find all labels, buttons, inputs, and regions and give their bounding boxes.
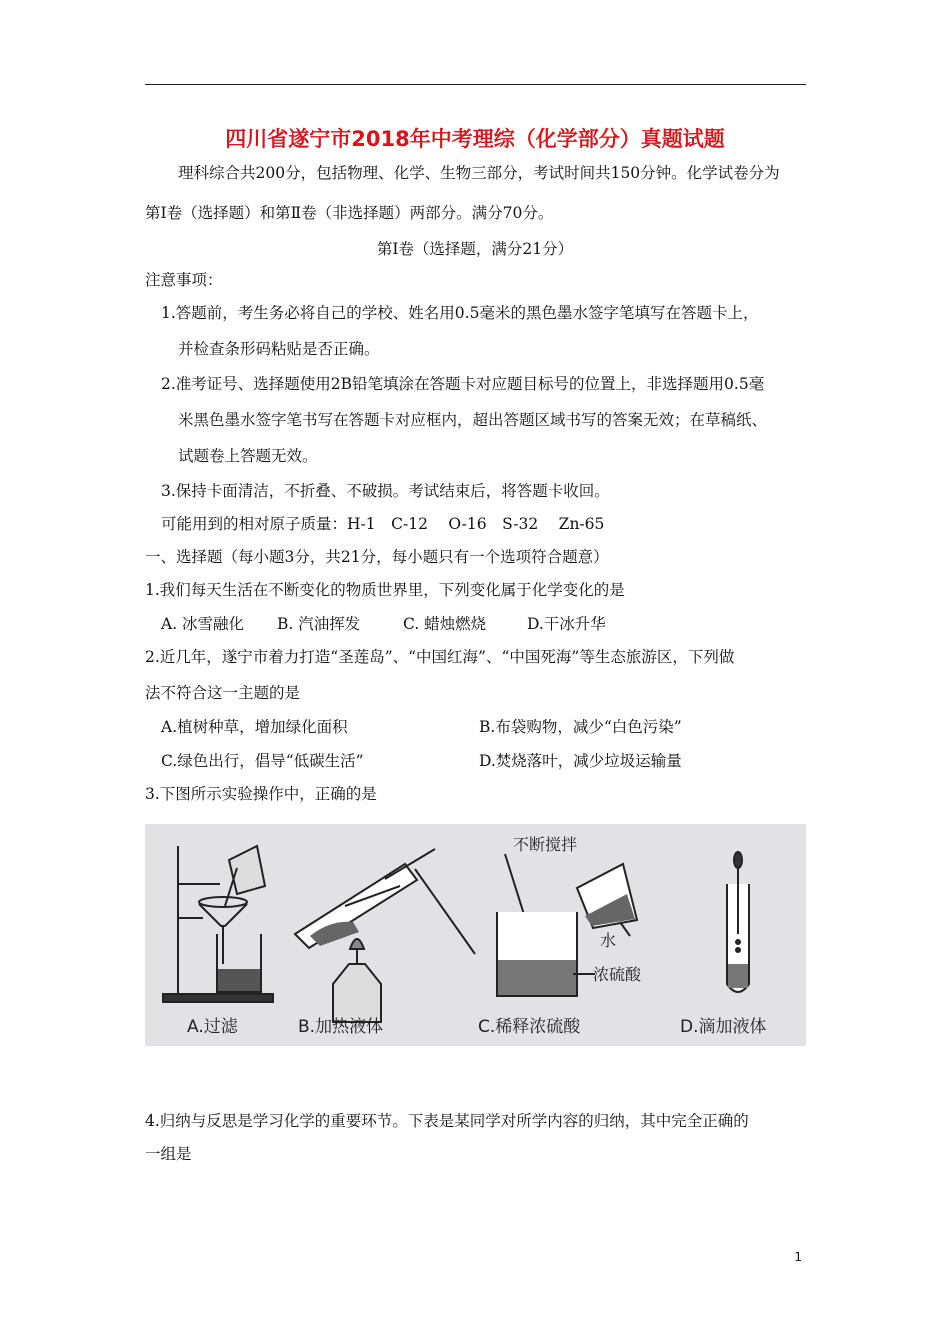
- notice-heading: 注意事项：: [145, 271, 223, 289]
- heating-apparatus: [295, 849, 475, 1022]
- q2-option-c: C.绿色出行，倡导“低碳生活”: [161, 752, 364, 770]
- acid-label: 浓硫酸: [593, 965, 642, 984]
- lab-operations-figure: [145, 824, 806, 1046]
- q2-option-a: A.植树种草，增加绿化面积: [161, 718, 348, 736]
- q2-option-d: D.焚烧落叶，减少垃圾运输量: [479, 752, 682, 770]
- notice-2a: 2.准考证号、选择题使用2B铅笔填涂在答题卡对应题目标号的位置上，非选择题用0.5毫: [161, 375, 765, 393]
- section-heading: 第Ⅰ卷（选择题，满分21分）: [376, 240, 574, 258]
- q1-option-a: A. 冰雪融化: [161, 615, 245, 633]
- atomic-masses: 可能用到的相对原子质量：H-1 C-12 O-16 S-32 Zn-65: [161, 515, 605, 533]
- caption-c: C.稀释浓硫酸: [478, 1017, 581, 1037]
- q2-stem-1: 2.近几年，遂宁市着力打造“圣莲岛”、“中国红海”、“中国死海”等生态旅游区，下列做: [145, 648, 735, 666]
- caption-a: A.过滤: [187, 1017, 238, 1037]
- notice-2b: 米黑色墨水签字笔书写在答题卡对应框内，超出答题区域书写的答案无效；在草稿纸、: [178, 411, 768, 429]
- q3-stem: 3.下图所示实验操作中，正确的是: [145, 785, 377, 803]
- filtration-apparatus: [163, 846, 273, 1002]
- notice-1a: 1.答题前，考生务必将自己的学校、姓名用0.5毫米的黑色墨水签字笔填写在答题卡上，: [161, 304, 759, 322]
- notice-2c: 试题卷上答题无效。: [178, 447, 318, 465]
- intro-line-2: 第Ⅰ卷（选择题）和第Ⅱ卷（非选择题）两部分。满分70分。: [145, 204, 554, 222]
- notice-1b: 并检查条形码粘贴是否正确。: [178, 340, 380, 358]
- caption-b: B.加热液体: [298, 1017, 384, 1037]
- water-label: 水: [600, 931, 617, 950]
- q1-option-b: B. 汽油挥发: [277, 615, 361, 633]
- part1-heading: 一、选择题（每小题3分，共21分，每小题只有一个选项符合题意）: [145, 548, 609, 566]
- lab-operations-drawing: [145, 824, 806, 1046]
- notice-3: 3.保持卡面清洁，不折叠、不破损。考试结束后，将答题卡收回。: [161, 482, 610, 500]
- header-rule: [145, 84, 806, 85]
- page-title: 四川省遂宁市2018年中考理综（化学部分）真题试题: [225, 127, 725, 151]
- q4-stem-1: 4.归纳与反思是学习化学的重要环节。下表是某同学对所学内容的归纳，其中完全正确的: [145, 1112, 749, 1130]
- page-number: 1: [794, 1250, 802, 1264]
- q1-option-c: C. 蜡烛燃烧: [403, 615, 487, 633]
- q2-option-b: B.布袋购物，减少“白色污染”: [479, 718, 682, 736]
- caption-d: D.滴加液体: [680, 1017, 767, 1037]
- q1-stem: 1.我们每天生活在不断变化的物质世界里，下列变化属于化学变化的是: [145, 581, 625, 599]
- q2-stem-2: 法不符合这一主题的是: [145, 684, 301, 702]
- intro-line-1: 理科综合共200分，包括物理、化学、生物三部分，考试时间共150分钟。化学试卷分为: [178, 164, 780, 182]
- q1-option-d: D.干冰升华: [527, 615, 606, 633]
- stir-label: 不断搅拌: [513, 835, 578, 854]
- dropper-apparatus: [727, 852, 749, 992]
- q4-stem-2: 一组是: [145, 1145, 192, 1163]
